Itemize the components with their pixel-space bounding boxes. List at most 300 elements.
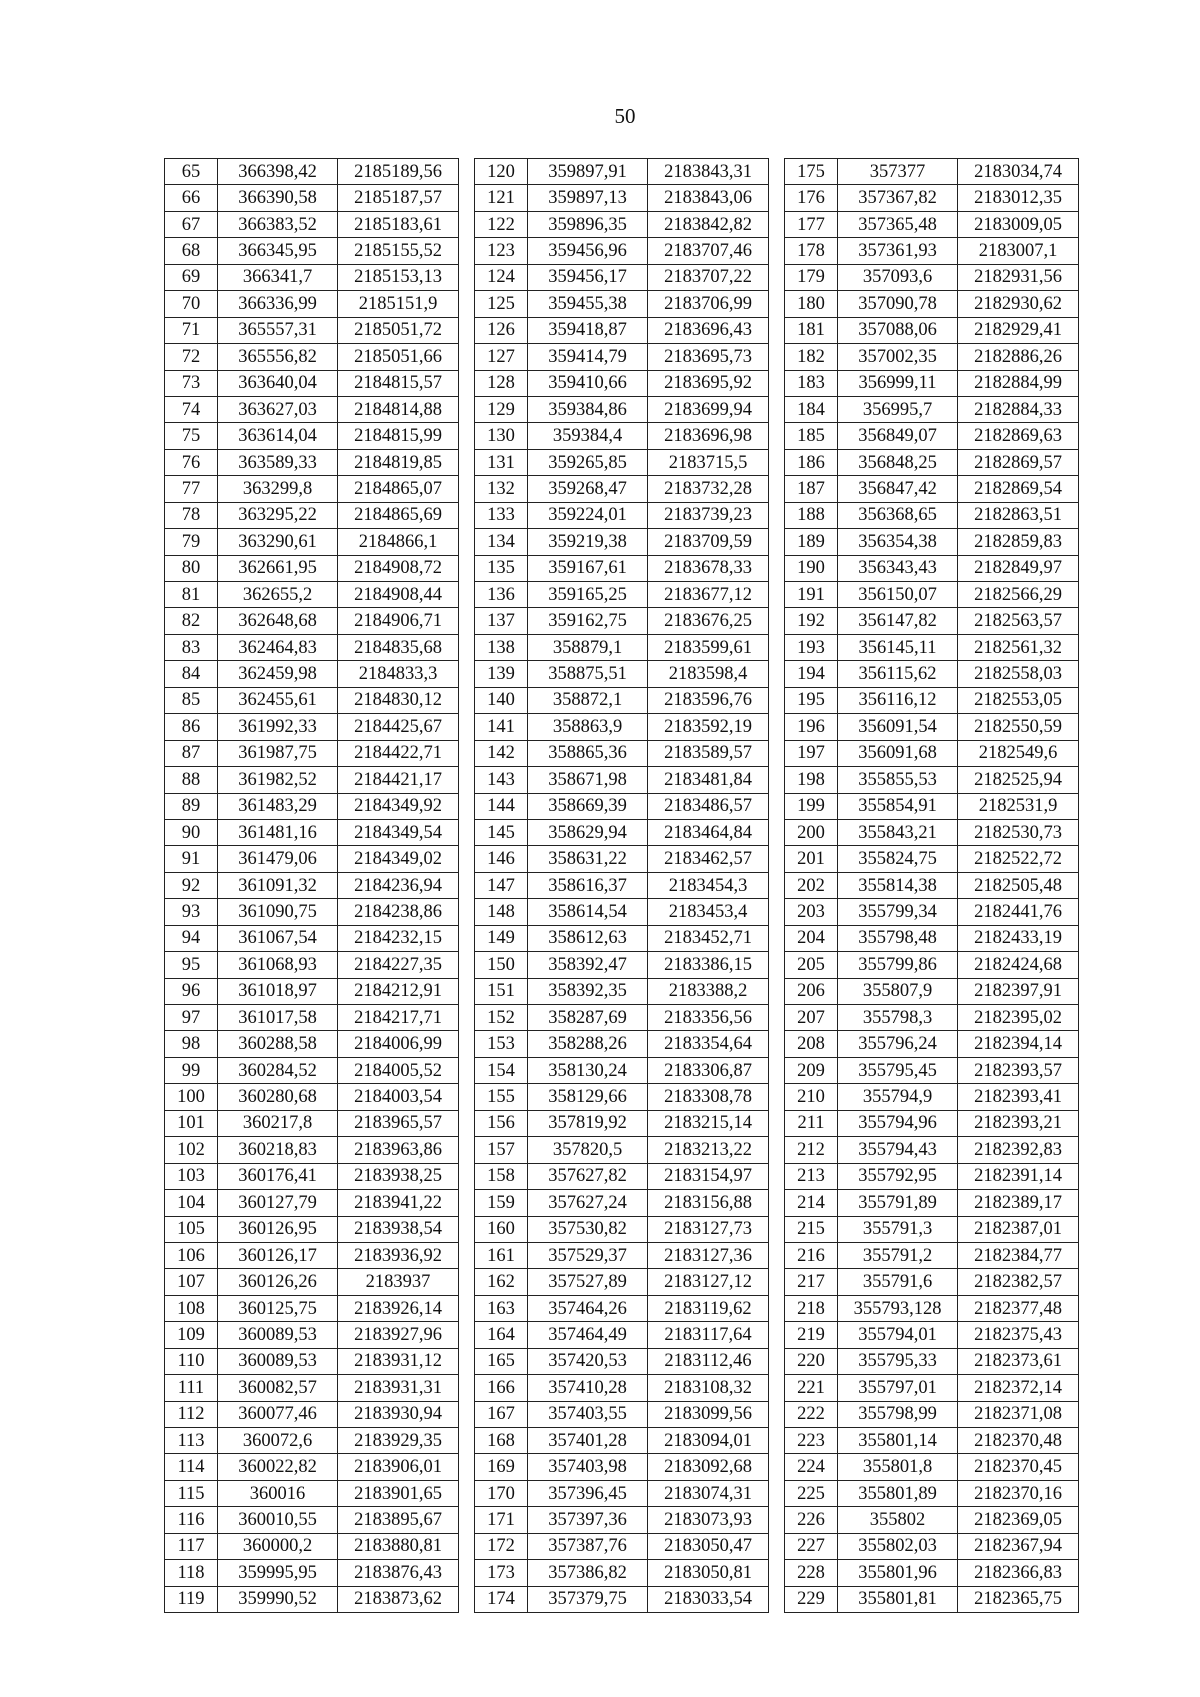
point-number-cell: 171 <box>475 1507 528 1533</box>
x-coordinate-cell: 355843,21 <box>838 819 958 845</box>
x-coordinate-cell: 361068,93 <box>218 952 338 978</box>
x-coordinate-cell: 357820,5 <box>528 1137 648 1163</box>
x-coordinate-cell: 358616,37 <box>528 872 648 898</box>
point-number-cell: 112 <box>165 1401 218 1427</box>
point-number-cell: 106 <box>165 1242 218 1268</box>
y-coordinate-cell: 2184865,07 <box>338 476 459 502</box>
point-number-cell: 104 <box>165 1190 218 1216</box>
x-coordinate-cell: 359897,13 <box>528 185 648 211</box>
y-coordinate-cell: 2183092,68 <box>648 1454 769 1480</box>
point-number-cell: 228 <box>785 1560 838 1586</box>
y-coordinate-cell: 2183880,81 <box>338 1533 459 1559</box>
y-coordinate-cell: 2184006,99 <box>338 1031 459 1057</box>
x-coordinate-cell: 357367,82 <box>838 185 958 211</box>
y-coordinate-cell: 2183486,57 <box>648 793 769 819</box>
table-row <box>475 344 769 370</box>
y-coordinate-cell: 2183931,31 <box>338 1375 459 1401</box>
y-coordinate-cell: 2185051,66 <box>338 344 459 370</box>
x-coordinate-cell: 359219,38 <box>528 529 648 555</box>
point-number-cell: 202 <box>785 872 838 898</box>
x-coordinate-cell: 366390,58 <box>218 185 338 211</box>
point-number-cell: 169 <box>475 1454 528 1480</box>
y-coordinate-cell: 2185187,57 <box>338 185 459 211</box>
table-row <box>785 396 1079 422</box>
table-row <box>475 1533 769 1559</box>
y-coordinate-cell: 2184005,52 <box>338 1057 459 1083</box>
x-coordinate-cell: 356147,82 <box>838 608 958 634</box>
y-coordinate-cell: 2182391,14 <box>958 1163 1079 1189</box>
y-coordinate-cell: 2183931,12 <box>338 1348 459 1374</box>
point-number-cell: 76 <box>165 449 218 475</box>
y-coordinate-cell: 2183676,25 <box>648 608 769 634</box>
y-coordinate-cell: 2184814,88 <box>338 396 459 422</box>
table-row <box>475 1084 769 1110</box>
x-coordinate-cell: 356999,11 <box>838 370 958 396</box>
table-row <box>165 582 459 608</box>
table-row <box>165 687 459 713</box>
y-coordinate-cell: 2183696,98 <box>648 423 769 449</box>
table-row <box>475 1005 769 1031</box>
y-coordinate-cell: 2183937 <box>338 1269 459 1295</box>
point-number-cell: 189 <box>785 529 838 555</box>
table-row <box>475 687 769 713</box>
point-number-cell: 115 <box>165 1480 218 1506</box>
x-coordinate-cell: 365557,31 <box>218 317 338 343</box>
point-number-cell: 124 <box>475 264 528 290</box>
table-row <box>165 555 459 581</box>
point-number-cell: 174 <box>475 1586 528 1612</box>
point-number-cell: 200 <box>785 819 838 845</box>
point-number-cell: 84 <box>165 661 218 687</box>
table-row <box>475 1348 769 1374</box>
x-coordinate-cell: 360126,26 <box>218 1269 338 1295</box>
point-number-cell: 83 <box>165 634 218 660</box>
table-row <box>785 899 1079 925</box>
table-row <box>165 1480 459 1506</box>
table-row <box>475 819 769 845</box>
x-coordinate-cell: 359162,75 <box>528 608 648 634</box>
x-coordinate-cell: 355796,24 <box>838 1031 958 1057</box>
y-coordinate-cell: 2183941,22 <box>338 1190 459 1216</box>
point-number-cell: 126 <box>475 317 528 343</box>
point-number-cell: 163 <box>475 1295 528 1321</box>
x-coordinate-cell: 359268,47 <box>528 476 648 502</box>
y-coordinate-cell: 2183732,28 <box>648 476 769 502</box>
coordinates-table-1 <box>164 158 459 1613</box>
x-coordinate-cell: 357464,26 <box>528 1295 648 1321</box>
x-coordinate-cell: 358865,36 <box>528 740 648 766</box>
point-number-cell: 67 <box>165 211 218 237</box>
y-coordinate-cell: 2183707,22 <box>648 264 769 290</box>
table-row <box>165 1560 459 1586</box>
y-coordinate-cell: 2182886,26 <box>958 344 1079 370</box>
y-coordinate-cell: 2184422,71 <box>338 740 459 766</box>
table-row <box>475 714 769 740</box>
y-coordinate-cell: 2185051,72 <box>338 317 459 343</box>
point-number-cell: 173 <box>475 1560 528 1586</box>
x-coordinate-cell: 357379,75 <box>528 1586 648 1612</box>
x-coordinate-cell: 360089,53 <box>218 1322 338 1348</box>
table-row <box>165 740 459 766</box>
x-coordinate-cell: 360127,79 <box>218 1190 338 1216</box>
point-number-cell: 146 <box>475 846 528 872</box>
table-row <box>165 502 459 528</box>
x-coordinate-cell: 366345,95 <box>218 238 338 264</box>
y-coordinate-cell: 2184238,86 <box>338 899 459 925</box>
point-number-cell: 181 <box>785 317 838 343</box>
table-row <box>785 238 1079 264</box>
x-coordinate-cell: 362661,95 <box>218 555 338 581</box>
point-number-cell: 187 <box>785 476 838 502</box>
x-coordinate-cell: 360176,41 <box>218 1163 338 1189</box>
y-coordinate-cell: 2182930,62 <box>958 291 1079 317</box>
point-number-cell: 86 <box>165 714 218 740</box>
table-row <box>785 582 1079 608</box>
point-number-cell: 125 <box>475 291 528 317</box>
y-coordinate-cell: 2182393,41 <box>958 1084 1079 1110</box>
table-row <box>475 264 769 290</box>
x-coordinate-cell: 355794,43 <box>838 1137 958 1163</box>
table-row <box>785 714 1079 740</box>
y-coordinate-cell: 2182525,94 <box>958 767 1079 793</box>
table-row <box>785 344 1079 370</box>
x-coordinate-cell: 363614,04 <box>218 423 338 449</box>
y-coordinate-cell: 2184421,17 <box>338 767 459 793</box>
point-number-cell: 192 <box>785 608 838 634</box>
y-coordinate-cell: 2183599,61 <box>648 634 769 660</box>
y-coordinate-cell: 2184815,99 <box>338 423 459 449</box>
y-coordinate-cell: 2182884,33 <box>958 396 1079 422</box>
y-coordinate-cell: 2183462,57 <box>648 846 769 872</box>
table-row <box>475 1480 769 1506</box>
y-coordinate-cell: 2182433,19 <box>958 925 1079 951</box>
y-coordinate-cell: 2182553,05 <box>958 687 1079 713</box>
table-row <box>785 952 1079 978</box>
table-row <box>785 687 1079 713</box>
table-row <box>475 582 769 608</box>
x-coordinate-cell: 355799,34 <box>838 899 958 925</box>
x-coordinate-cell: 358879,1 <box>528 634 648 660</box>
x-coordinate-cell: 355799,86 <box>838 952 958 978</box>
x-coordinate-cell: 357088,06 <box>838 317 958 343</box>
y-coordinate-cell: 2182561,32 <box>958 634 1079 660</box>
point-number-cell: 65 <box>165 159 218 185</box>
y-coordinate-cell: 2182931,56 <box>958 264 1079 290</box>
x-coordinate-cell: 355798,99 <box>838 1401 958 1427</box>
point-number-cell: 150 <box>475 952 528 978</box>
y-coordinate-cell: 2182424,68 <box>958 952 1079 978</box>
table-row <box>785 1295 1079 1321</box>
x-coordinate-cell: 356848,25 <box>838 449 958 475</box>
table-row <box>165 608 459 634</box>
x-coordinate-cell: 361091,32 <box>218 872 338 898</box>
x-coordinate-cell: 355791,2 <box>838 1242 958 1268</box>
table-row <box>475 291 769 317</box>
point-number-cell: 216 <box>785 1242 838 1268</box>
point-number-cell: 139 <box>475 661 528 687</box>
point-number-cell: 196 <box>785 714 838 740</box>
point-number-cell: 107 <box>165 1269 218 1295</box>
y-coordinate-cell: 2185183,61 <box>338 211 459 237</box>
table-row <box>165 423 459 449</box>
point-number-cell: 225 <box>785 1480 838 1506</box>
table-row <box>475 1216 769 1242</box>
table-row <box>475 238 769 264</box>
x-coordinate-cell: 360280,68 <box>218 1084 338 1110</box>
x-coordinate-cell: 359384,86 <box>528 396 648 422</box>
table-row <box>475 185 769 211</box>
table-row <box>475 449 769 475</box>
table-row <box>165 370 459 396</box>
point-number-cell: 99 <box>165 1057 218 1083</box>
point-number-cell: 219 <box>785 1322 838 1348</box>
table-row <box>165 899 459 925</box>
point-number-cell: 147 <box>475 872 528 898</box>
y-coordinate-cell: 2183154,97 <box>648 1163 769 1189</box>
table-row <box>165 1454 459 1480</box>
table-row <box>165 978 459 1004</box>
x-coordinate-cell: 357396,45 <box>528 1480 648 1506</box>
y-coordinate-cell: 2183965,57 <box>338 1110 459 1136</box>
table-row <box>165 211 459 237</box>
x-coordinate-cell: 355798,3 <box>838 1005 958 1031</box>
point-number-cell: 177 <box>785 211 838 237</box>
point-number-cell: 156 <box>475 1110 528 1136</box>
table-row <box>165 396 459 422</box>
point-number-cell: 229 <box>785 1586 838 1612</box>
table-row <box>475 634 769 660</box>
table-row <box>165 476 459 502</box>
point-number-cell: 97 <box>165 1005 218 1031</box>
x-coordinate-cell: 355793,128 <box>838 1295 958 1321</box>
table-row <box>475 1137 769 1163</box>
x-coordinate-cell: 357403,98 <box>528 1454 648 1480</box>
table-row <box>475 1295 769 1321</box>
y-coordinate-cell: 2183677,12 <box>648 582 769 608</box>
table-row <box>165 1348 459 1374</box>
table-row <box>785 846 1079 872</box>
y-coordinate-cell: 2182370,48 <box>958 1428 1079 1454</box>
point-number-cell: 111 <box>165 1375 218 1401</box>
y-coordinate-cell: 2183592,19 <box>648 714 769 740</box>
point-number-cell: 186 <box>785 449 838 475</box>
point-number-cell: 153 <box>475 1031 528 1057</box>
x-coordinate-cell: 357420,53 <box>528 1348 648 1374</box>
point-number-cell: 122 <box>475 211 528 237</box>
table-row <box>475 1375 769 1401</box>
y-coordinate-cell: 2184819,85 <box>338 449 459 475</box>
point-number-cell: 129 <box>475 396 528 422</box>
x-coordinate-cell: 359455,38 <box>528 291 648 317</box>
y-coordinate-cell: 2183033,54 <box>648 1586 769 1612</box>
x-coordinate-cell: 360126,95 <box>218 1216 338 1242</box>
point-number-cell: 77 <box>165 476 218 502</box>
x-coordinate-cell: 358287,69 <box>528 1005 648 1031</box>
table-row <box>785 1005 1079 1031</box>
table-row <box>785 185 1079 211</box>
point-number-cell: 80 <box>165 555 218 581</box>
point-number-cell: 79 <box>165 529 218 555</box>
x-coordinate-cell: 358129,66 <box>528 1084 648 1110</box>
x-coordinate-cell: 356995,7 <box>838 396 958 422</box>
x-coordinate-cell: 359418,87 <box>528 317 648 343</box>
point-number-cell: 176 <box>785 185 838 211</box>
y-coordinate-cell: 2183678,33 <box>648 555 769 581</box>
x-coordinate-cell: 361479,06 <box>218 846 338 872</box>
x-coordinate-cell: 361992,33 <box>218 714 338 740</box>
table-row <box>165 1137 459 1163</box>
table-row <box>165 1216 459 1242</box>
x-coordinate-cell: 355792,95 <box>838 1163 958 1189</box>
y-coordinate-cell: 2183843,31 <box>648 159 769 185</box>
table-row <box>785 1269 1079 1295</box>
x-coordinate-cell: 359224,01 <box>528 502 648 528</box>
x-coordinate-cell: 355854,91 <box>838 793 958 819</box>
point-number-cell: 157 <box>475 1137 528 1163</box>
x-coordinate-cell: 357819,92 <box>528 1110 648 1136</box>
x-coordinate-cell: 361067,54 <box>218 925 338 951</box>
point-number-cell: 66 <box>165 185 218 211</box>
coordinates-table-3 <box>784 158 1079 1613</box>
table-row <box>475 978 769 1004</box>
y-coordinate-cell: 2182522,72 <box>958 846 1079 872</box>
point-number-cell: 154 <box>475 1057 528 1083</box>
table-row <box>785 608 1079 634</box>
y-coordinate-cell: 2183354,64 <box>648 1031 769 1057</box>
x-coordinate-cell: 355798,48 <box>838 925 958 951</box>
x-coordinate-cell: 360288,58 <box>218 1031 338 1057</box>
table-row <box>165 1322 459 1348</box>
point-number-cell: 109 <box>165 1322 218 1348</box>
y-coordinate-cell: 2185153,13 <box>338 264 459 290</box>
x-coordinate-cell: 365556,82 <box>218 344 338 370</box>
point-number-cell: 179 <box>785 264 838 290</box>
x-coordinate-cell: 361483,29 <box>218 793 338 819</box>
point-number-cell: 127 <box>475 344 528 370</box>
x-coordinate-cell: 360016 <box>218 1480 338 1506</box>
point-number-cell: 98 <box>165 1031 218 1057</box>
y-coordinate-cell: 2183930,94 <box>338 1401 459 1427</box>
x-coordinate-cell: 356343,43 <box>838 555 958 581</box>
y-coordinate-cell: 2183696,43 <box>648 317 769 343</box>
table-row <box>165 634 459 660</box>
y-coordinate-cell: 2183938,25 <box>338 1163 459 1189</box>
point-number-cell: 207 <box>785 1005 838 1031</box>
y-coordinate-cell: 2183927,96 <box>338 1322 459 1348</box>
y-coordinate-cell: 2183715,5 <box>648 449 769 475</box>
table-row <box>165 793 459 819</box>
table-row <box>785 1480 1079 1506</box>
y-coordinate-cell: 2183074,31 <box>648 1480 769 1506</box>
point-number-cell: 91 <box>165 846 218 872</box>
x-coordinate-cell: 357386,82 <box>528 1560 648 1586</box>
y-coordinate-cell: 2182387,01 <box>958 1216 1079 1242</box>
y-coordinate-cell: 2182395,02 <box>958 1005 1079 1031</box>
point-number-cell: 74 <box>165 396 218 422</box>
x-coordinate-cell: 360077,46 <box>218 1401 338 1427</box>
table-row <box>475 793 769 819</box>
table-row <box>785 370 1079 396</box>
y-coordinate-cell: 2182550,59 <box>958 714 1079 740</box>
table-row <box>165 661 459 687</box>
y-coordinate-cell: 2182441,76 <box>958 899 1079 925</box>
point-number-cell: 167 <box>475 1401 528 1427</box>
y-coordinate-cell: 2182558,03 <box>958 661 1079 687</box>
x-coordinate-cell: 356115,62 <box>838 661 958 687</box>
point-number-cell: 213 <box>785 1163 838 1189</box>
y-coordinate-cell: 2183156,88 <box>648 1190 769 1216</box>
point-number-cell: 159 <box>475 1190 528 1216</box>
x-coordinate-cell: 357627,82 <box>528 1163 648 1189</box>
table-row <box>165 1295 459 1321</box>
point-number-cell: 164 <box>475 1322 528 1348</box>
y-coordinate-cell: 2183073,93 <box>648 1507 769 1533</box>
point-number-cell: 92 <box>165 872 218 898</box>
point-number-cell: 214 <box>785 1190 838 1216</box>
y-coordinate-cell: 2183050,81 <box>648 1560 769 1586</box>
y-coordinate-cell: 2183709,59 <box>648 529 769 555</box>
x-coordinate-cell: 355801,8 <box>838 1454 958 1480</box>
table-row <box>475 1586 769 1612</box>
x-coordinate-cell: 361982,52 <box>218 767 338 793</box>
y-coordinate-cell: 2183895,67 <box>338 1507 459 1533</box>
y-coordinate-cell: 2183007,1 <box>958 238 1079 264</box>
y-coordinate-cell: 2184349,02 <box>338 846 459 872</box>
x-coordinate-cell: 363627,03 <box>218 396 338 422</box>
x-coordinate-cell: 355795,33 <box>838 1348 958 1374</box>
page-number: 50 <box>614 104 636 128</box>
point-number-cell: 194 <box>785 661 838 687</box>
point-number-cell: 184 <box>785 396 838 422</box>
x-coordinate-cell: 356091,54 <box>838 714 958 740</box>
point-number-cell: 190 <box>785 555 838 581</box>
y-coordinate-cell: 2182392,83 <box>958 1137 1079 1163</box>
table-row <box>165 1057 459 1083</box>
point-number-cell: 183 <box>785 370 838 396</box>
y-coordinate-cell: 2183739,23 <box>648 502 769 528</box>
x-coordinate-cell: 357377 <box>838 159 958 185</box>
point-number-cell: 143 <box>475 767 528 793</box>
table-row <box>475 1057 769 1083</box>
point-number-cell: 175 <box>785 159 838 185</box>
table-row <box>785 978 1079 1004</box>
table-row <box>475 1401 769 1427</box>
x-coordinate-cell: 363589,33 <box>218 449 338 475</box>
y-coordinate-cell: 2183306,87 <box>648 1057 769 1083</box>
point-number-cell: 69 <box>165 264 218 290</box>
table-row <box>475 872 769 898</box>
y-coordinate-cell: 2183589,57 <box>648 740 769 766</box>
y-coordinate-cell: 2182563,57 <box>958 608 1079 634</box>
table-row <box>475 846 769 872</box>
table-row <box>785 1348 1079 1374</box>
point-number-cell: 89 <box>165 793 218 819</box>
x-coordinate-cell: 355801,81 <box>838 1586 958 1612</box>
x-coordinate-cell: 356116,12 <box>838 687 958 713</box>
point-number-cell: 211 <box>785 1110 838 1136</box>
point-number-cell: 204 <box>785 925 838 951</box>
x-coordinate-cell: 359265,85 <box>528 449 648 475</box>
table-row <box>165 1163 459 1189</box>
point-number-cell: 75 <box>165 423 218 449</box>
table-row <box>475 1428 769 1454</box>
y-coordinate-cell: 2183453,4 <box>648 899 769 925</box>
y-coordinate-cell: 2184865,69 <box>338 502 459 528</box>
x-coordinate-cell: 355791,6 <box>838 1269 958 1295</box>
y-coordinate-cell: 2183099,56 <box>648 1401 769 1427</box>
x-coordinate-cell: 357002,35 <box>838 344 958 370</box>
y-coordinate-cell: 2182863,51 <box>958 502 1079 528</box>
